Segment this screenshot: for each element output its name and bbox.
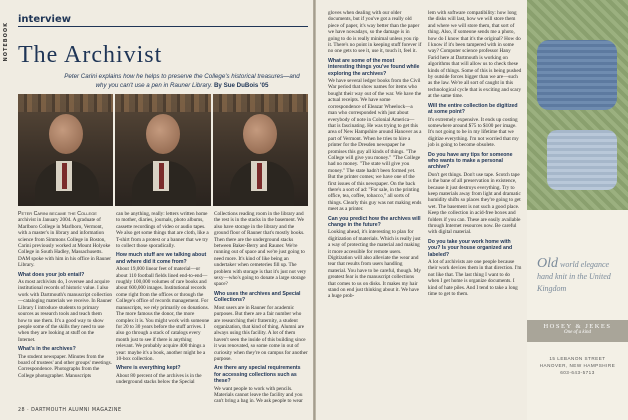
paragraph: lem with software compatibility: how long the disks will last, how we will store them and where we will store them, that sort of thing. Also, if someone sends me a photo, how do I know that it's the original? How do I know if it's been tampered with in some way? Computer science professor Hany Farid here at Dartmouth is working on algorithms that will allow us to check these kinds of things. Some of this is being pushed by outside forces bigger than we are—such as the law. We're all sort of caught in this technological cycle that is exciting and scary at the same time. <box>428 10 522 100</box>
article-deck <box>58 72 306 90</box>
answer: Looking ahead, it's interesting to plan for digitization of materials. Which is really just a way of protecting the material and making it more accessible for remote users. Digitization will also alleviate the wear and tear that results from users handling material. You have to be careful, though. My greatest fear is the manuscript collections that comes to us on disks. It makes my hair stand on end just thinking about it. We have a huge prob- <box>328 229 421 300</box>
question: What does your job entail? <box>18 271 85 278</box>
photo-strip <box>18 94 308 206</box>
article-title: The Archivist <box>18 42 163 68</box>
answer: As most archivists do, I oversee and acquire institutional records of historic value. I also work with Dartmouth's manuscript collection—cataloging materials we receive. In Rauner Library I introduce students to primary sources as research tools and teach them how to use them. It's a good way to show people some of the skills they need to use when they are looking at stuff on the Internet. <box>18 279 113 343</box>
answer: Most users are in Rauner for academic purposes. But there are a fair number who are researching their fraternity, a student organization, that kind of thing. Alumni are always using this facility. A lot of them haven't seen the inside of this building since it was renovated, so some come in out of curiosity when they're on campus for another purpose. <box>214 304 308 362</box>
answer: It's extremely expensive. It ends up costing somewhere around $75 to $100 per image. It's not going to be in my lifetime that we digitize everything. I'm not worried that my job is going to become obsolete. <box>428 116 519 149</box>
ad-brand-bar <box>527 320 628 342</box>
ad-brand-name: HOSEY & JEKES <box>543 323 612 330</box>
question: What's in the archives? <box>18 346 76 353</box>
question: Do you have any tips for someone who wants to make a personal archive? <box>428 151 513 171</box>
kicker: interview <box>18 14 72 25</box>
byline: By Sue DuBois '05 <box>213 82 269 89</box>
answer: Don't get things. Don't use tape. Scotch tape is the bane of all preservation in existence, because it just destroys everything. Try to keep materials away from light and dramatic humidity shifts so places they're going to get wet. The basement is not such a good place. Keep the collection in acid-free boxes and folders if you can. These are easily available through Internet resources now. Be careful with digital material. <box>428 171 521 236</box>
ad-photo <box>527 0 628 210</box>
ad-tagline-text: world elegance hand knit in the United Kingdom <box>537 260 611 293</box>
answer: A lot of archivists are one people because their work devices them in that direction. I'm not like that. The last thing I want to do when I get home is organize documents. I kind of hate piles. And I tend to take a long time to get to them. <box>428 259 522 298</box>
page-folio: 28 · DARTMOUTH ALUMNI MAGAZINE <box>18 408 122 413</box>
ad-slogan: One of a kind <box>563 330 592 335</box>
question: What are some of the most interesting things you've found while exploring the archives? <box>328 57 420 77</box>
answer: We have several ledger books from the Civil War period that show names for items who bought their way out of the war. We have the actual receipts. We have some correspondence of Eleazar Wheelock—a man who corresponded with just about everybody of note in Colonial America—that is fascinating. He was trying to get this area of New Hampshire around Hanover as a part of Vermont. When he tries to hire a printer for the Dresden newspaper he promises this guy all kinds of things. "The College will give you money." "The College had no money. "The state will give you money." The state hadn't been formed yet. But the printer comes; we have one of the first issues of this newspaper. On the back there's a sort of ad: "For sale, in the printing office, tea, coffee, tobacco," all sorts of things. Clearly this guy was not making ends meet as a printer. <box>328 78 422 213</box>
portrait-photo <box>18 94 113 206</box>
ad-tagline <box>537 258 623 295</box>
answer: can be anything, really: letters written home to mother, diaries, journals, photo albums, cassette recordings of video or audio tapes. We also get some things that are cloth, like a T-shirt from a protest or a banner that we try to collect those sporadically. <box>116 211 209 250</box>
answer: About 19,000 linear feet of material—or about 110 football fields lined end-to-end—roughly 100,000 volumes of rare books and about 600,000 images. Institutional records come right from the offices or through the College's office of records management. For manuscripts, we rely primarily on donations. The more famous the donor, the more complex it is. You might work with someone for 20 to 30 years before the stuff arrives. I also go through a stack of catalogs every month just to see if there is anything relevant. We probably acquire 400 things a year: maybe it's a book, another might be a 10-box collection. <box>116 266 210 362</box>
ad-address <box>527 355 628 376</box>
body-column <box>18 211 112 382</box>
question: Where is everything kept? <box>116 365 181 372</box>
paragraph: archivist in January 2004. A graduate of Marlboro College in Marlboro, Vermont, with a master's in library and information science from Simmons College in Boston, Carini previously worked at Mount Holyoke College in South Hadley, Massachusetts. DAM spoke with him in his office in Rauner Library. <box>18 217 111 269</box>
left-page <box>0 0 313 420</box>
right-page-body <box>328 10 526 410</box>
body-column <box>428 10 522 300</box>
ad-address-city: HANOVER, NEW HAMPSHIRE <box>539 363 616 368</box>
question: Can you predict how the archives will change in the future? <box>328 215 421 228</box>
knitwear-image <box>537 40 617 110</box>
advertisement <box>527 210 628 420</box>
ad-tagline-initial: Old <box>537 256 558 271</box>
question: Are there any special requirements for accessing collections such as these? <box>214 365 301 385</box>
question: Will the entire collection be digitized at some point? <box>428 102 518 116</box>
section-label: NOTEBOOK <box>3 22 9 62</box>
question: Who uses the archives and Special Collections? <box>214 290 301 304</box>
portrait-photo <box>213 94 308 206</box>
answer: We want people to work with pencils. Materials cannot leave the facility and you can't bring a bag in. We ask people to wear <box>214 385 303 405</box>
left-page-body <box>18 211 308 406</box>
paragraph: gloves when dealing with our older documents, but if you've got a really old piece of paper, it's way better than the paper we have nowadays, so the damage is in going to do is really minimal unless you rip it. There's no point in keeping stuff forever if no one gets to see it, use it, touch it, feel it. <box>328 10 422 55</box>
lead-in: Peter Carini became the College <box>18 211 97 217</box>
answer: Collections reading room in the library and the rest is in the stacks in the basement. We also have storage in the library and the ground floor of Rauner that's mostly books. Then there are the underground stacks between Baker-Berry and Rauner. We're running out of space and we're just going to need more. It's kind of like being an undertaker when cemeteries fill up. The problem with storage is that it's just not very sexy—who's going to donate a large storage space? <box>214 211 307 288</box>
ad-address-street: 15 LEBANON STREET <box>549 356 606 361</box>
ad-phone: 603-643-5713 <box>560 370 595 375</box>
answer: The student newspaper. Minutes from the board of trustees' and other groups' meetings. Correspondence. Photographs from the College photographer. Manuscripts <box>18 353 112 379</box>
question: How much stuff are we talking about and where did it come from? <box>116 252 207 265</box>
body-column <box>116 211 210 389</box>
question: Do you take your work home with you? Is your house organized and labeled? <box>428 238 513 258</box>
body-column <box>328 10 422 303</box>
portrait-photo <box>115 94 210 206</box>
body-column <box>214 211 308 408</box>
knitwear-image <box>547 130 617 190</box>
answer: About 80 percent of the archives is in the underground stacks below the Special <box>116 372 202 386</box>
deck-text: Peter Carini explains how he helps to preserve the College's historical treasures—and why you can't use a pen in Rauner Library. <box>64 73 300 89</box>
header-rule <box>18 26 308 27</box>
